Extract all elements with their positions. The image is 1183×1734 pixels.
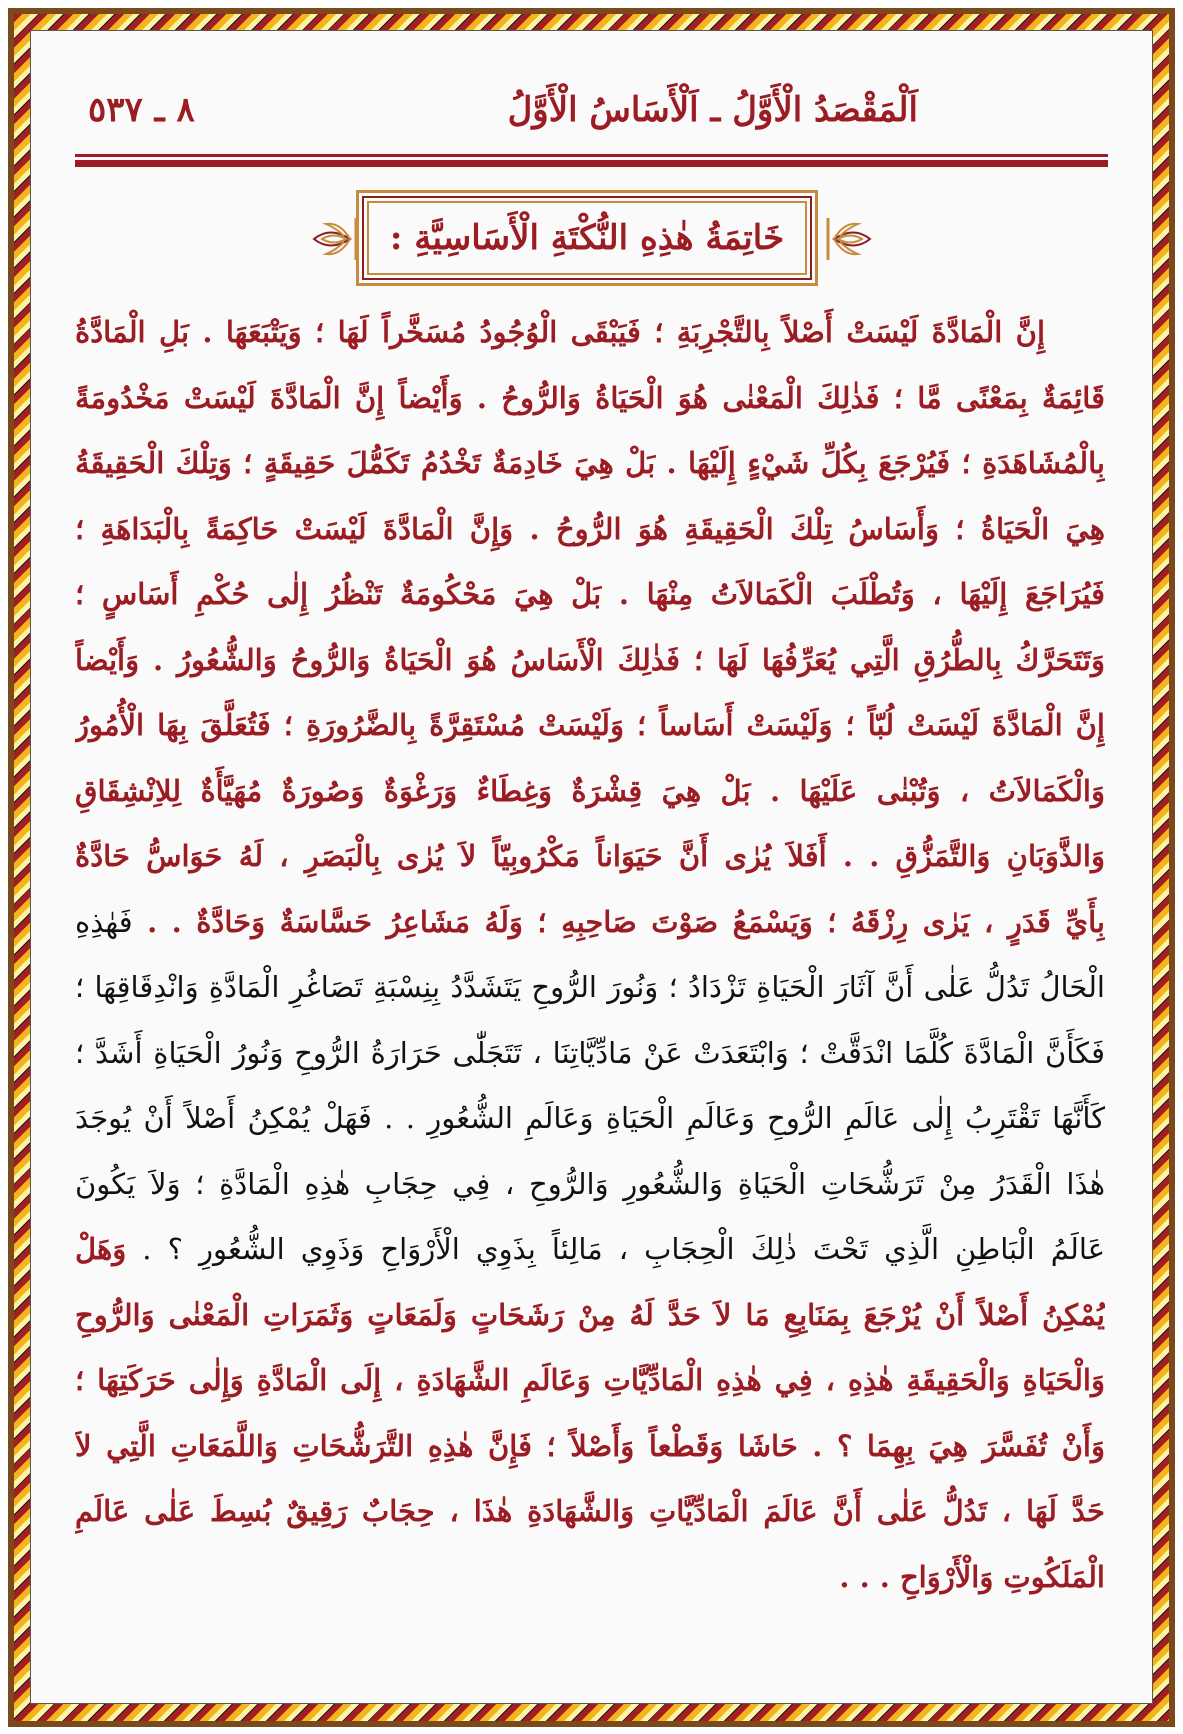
text-line: [75, 497, 1105, 563]
highlighted-text: وَأَنْ تُفَسَّرَ هِيَ بِهِمَا ؟ . حَاشَا وَقَطْعاً وَأَصْلاً ؛ فَإِنَّ هٰذِهِ التَّرَشُّحَاتِ وَاللَّمَعَاتِ الَّتِي لاَ: [75, 1428, 1105, 1463]
highlighted-text: فَيُرَاجَعَ إِلَيْهَا ، وَتُطْلَبَ الْكَمَالاَتُ مِنْهَا . بَلْ هِيَ مَحْكُومَةٌ تَنْظُرُ إِلٰى حُكْمِ أَسَاسٍ ؛: [75, 577, 1105, 611]
header-rule-thin: [75, 154, 1108, 157]
highlighted-text: بِالْمُشَاهَدَةِ ؛ فَيُرْجَعَ بِكُلِّ شَيْءٍ إِلَيْهَا . بَلْ هِيَ خَادِمَةٌ تَخْدُمُ تَكَمُّلَ حَقِيقَةٍ ؛ وَتِلْكَ الْحَقِيقَةُ: [75, 446, 1105, 480]
header-title: اَلْمَقْصَدُ الْأَوَّلُ ـ اَلْأَسَاسُ الْأَوَّلُ: [507, 90, 918, 130]
text-line: [75, 1545, 1105, 1611]
text-line: [75, 431, 1105, 497]
text-line: [75, 1283, 1105, 1349]
text-line: [75, 300, 1105, 366]
regular-text: هٰذَا الْقَدَرُ مِنْ تَرَشُّحَاتِ الْحَيَاةِ وَالشُّعُورِ وَالرُّوحِ ، فِي حِجَابِ هٰذِهِ الْمَادَّةِ ؛ وَلاَ يَكُونَ: [75, 1166, 1105, 1201]
highlighted-text: حَدَّ لَهَا ، تَدُلُّ عَلٰى أَنَّ عَالَمَ الْمَادِّيَّاتِ وَالشَّهَادَةِ هٰذَا ، حِجَابٌ رَقِيقٌ بُسِطَ عَلٰى عَالَمِ: [75, 1494, 1105, 1528]
text-line: [75, 1348, 1105, 1414]
text-line: [75, 693, 1105, 759]
text-line: [75, 1086, 1105, 1152]
text-line: [75, 1152, 1105, 1218]
running-header: [68, 90, 1108, 140]
regular-text: عَالَمُ الْبَاطِنِ الَّذِي تَحْتَ ذٰلِكَ الْحِجَابِ ، مَالِئاً بِذَوِي الْأَرْوَاحِ وَذَوِي الشُّعُورِ ؟ .: [126, 1232, 1105, 1266]
highlighted-text: إِنَّ الْمَادَّةَ لَيْسَتْ لُبّاً ؛ وَلَيْسَتْ أَسَاساً ؛ وَلَيْسَتْ مُسْتَقِرَّةً بِالضَّرُورَةِ ؛ فَتُعَلَّقَ بِهَا الْأُمُورُ: [75, 708, 1105, 742]
highlighted-text: قَائِمَةٌ بِمَعْنًى مَّا ؛ فَذٰلِكَ الْمَعْنٰى هُوَ الْحَيَاةُ وَالرُّوحُ . وَأَيْضاً إِنَّ الْمَادَّةَ لَيْسَتْ مَخْدُومَةً: [75, 380, 1105, 415]
highlighted-text: يُمْكِنُ أَصْلاً أَنْ يُرْجَعَ بِمَنَابِعِ مَا لاَ حَدَّ لَهُ مِنْ رَشَحَاتٍ وَلَمَعَاتٍ وَثَمَرَاتِ الْمَعْنٰى وَالرُّوحِ: [75, 1297, 1105, 1332]
regular-text: فَهٰذِهِ: [75, 904, 133, 939]
floral-ornament-icon: [814, 218, 874, 260]
highlighted-text: وَالذَّوَبَانِ وَالتَّمَزُّقِ . . أَفَلاَ يُرٰى أَنَّ حَيَوَاناً مَكْرُوبِيّاً لاَ يُرٰى بِالْبَصَرِ ، لَهُ حَوَاسُّ حَادَّةٌ: [75, 839, 1105, 873]
regular-text: فَكَأَنَّ الْمَادَّةَ كُلَّمَا انْدَقَّتْ ؛ وَابْتَعَدَتْ عَنْ مَادِّيَّاتِنَا ، تَتَجَلّٰى حَرَارَةُ الرُّوحِ وَنُورُ الْحَيَاةِ أَشَدَّ ؛: [75, 1035, 1105, 1070]
section-heading-box: [356, 190, 818, 286]
regular-text: الْحَالُ تَدُلُّ عَلٰى أَنَّ آثَارَ الْحَيَاةِ تَزْدَادُ ؛ وَنُورَ الرُّوحِ يَتَشَدَّدُ بِنِسْبَةِ تَصَاغُرِ الْمَادَّةِ وَانْدِقَاقِهَا ؛: [75, 970, 1105, 1004]
text-line: [75, 955, 1105, 1021]
header-rule-thick: [75, 160, 1108, 167]
text-line: [75, 366, 1105, 432]
text-line: [75, 628, 1105, 694]
text-line: [75, 1217, 1105, 1283]
highlighted-text: إِنَّ الْمَادَّةَ لَيْسَتْ أَصْلاً بِالتَّجْرِبَةِ ؛ فَيَبْقَى الْوُجُودُ مُسَخَّراً لَهَا ؛ وَيَتْبَعَهَا . بَلِ الْمَادَّةُ: [75, 315, 1045, 349]
text-line: [75, 1414, 1105, 1480]
text-line: [75, 1021, 1105, 1087]
highlighted-text: الْمَلَكُوتِ وَالْأَرْوَاحِ . . .: [839, 1559, 1105, 1594]
highlighted-text: وَتَتَحَرَّكُ بِالطُّرُقِ الَّتِي يُعَرِّفُهَا لَهَا ؛ فَذٰلِكَ الْأَسَاسُ هُوَ الْحَيَاةُ وَالرُّوحُ وَالشُّعُورُ . وَأَيْضاً: [75, 642, 1105, 677]
highlighted-text: وَالْكَمَالاَتُ ، وَتُبْنٰى عَلَيْهَا . بَلْ هِيَ قِشْرَةٌ وَغِطَاءٌ وَرَغْوَةٌ وَصُورَةٌ مُهَيَّأَةٌ لِلاِنْشِقَاقِ: [75, 773, 1105, 808]
body-text: [75, 300, 1105, 1610]
highlighted-text: وَالْحَيَاةِ وَالْحَقِيقَةِ هٰذِهِ ، فِي هٰذِهِ الْمَادِّيَّاتِ وَعَالَمِ الشَّهَادَةِ ، إِلَى الْمَادَّةِ وَإِلٰى حَرَكَتِهَا ؛: [75, 1363, 1105, 1397]
page-reference: ٨ ـ ٥٣٧: [88, 90, 195, 130]
highlighted-text: هِيَ الْحَيَاةُ ؛ وَأَسَاسُ تِلْكَ الْحَقِيقَةِ هُوَ الرُّوحُ . وَإِنَّ الْمَادَّةَ لَيْسَتْ حَاكِمَةً بِالْبَدَاهَةِ ؛: [75, 511, 1105, 546]
text-line: [75, 562, 1105, 628]
highlighted-text: بِأَيِّ قَدَرٍ ، يَرٰى رِزْقَهُ ؛ وَيَسْمَعُ صَوْتَ صَاحِبِهِ ؛ وَلَهُ مَشَاعِرُ حَسَّاسَةٌ وَحَادَّةٌ . .: [132, 904, 1105, 939]
text-line: [75, 1479, 1105, 1545]
section-heading: خَاتِمَةُ هٰذِهِ النُّكْتَةِ الْأَسَاسِيَّةِ :: [389, 218, 785, 258]
text-line: [75, 890, 1105, 956]
text-line: [75, 824, 1105, 890]
text-line: [75, 759, 1105, 825]
regular-text: كَأَنَّهَا تَقْتَرِبُ إِلٰى عَالَمِ الرُّوحِ وَعَالَمِ الْحَيَاةِ وَعَالَمِ الشُّعُورِ . . فَهَلْ يُمْكِنُ أَصْلاً أَنْ يُوجَدَ: [75, 1101, 1105, 1135]
highlighted-text: وَهَلْ: [75, 1232, 127, 1266]
